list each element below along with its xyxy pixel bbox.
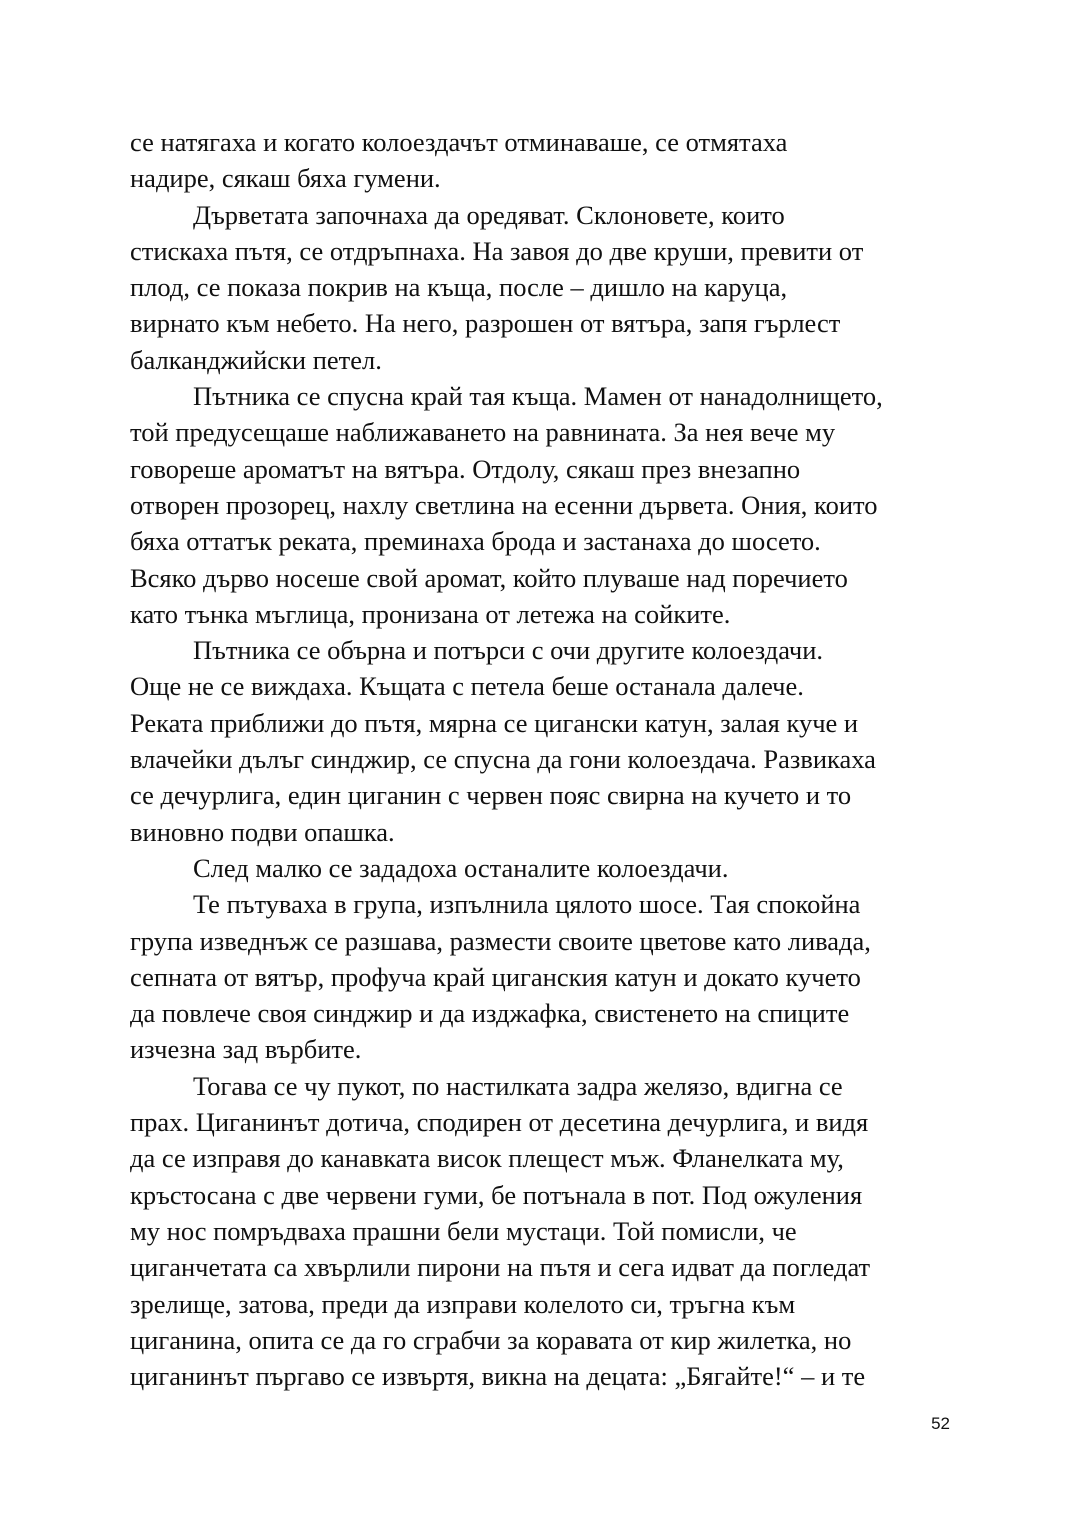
text-line: отворен прозорец, нахлу светлина на есенни дървета. Ония, които — [130, 489, 878, 520]
text-line: циганинът пъргаво се извъртя, викна на децата: „Бягайте!“ – и те — [130, 1361, 866, 1392]
text-line: Още не се виждаха. Къщата с петела беше останала далече. — [130, 671, 804, 702]
text-line: прах. Циганинът дотича, сподирен от десетина дечурлига, и видя — [130, 1107, 869, 1138]
text-line: циганина, опита се да го сграбчи за коравата от кир жилетка, но — [130, 1324, 852, 1355]
text-line: се натягаха и когато колоездачът отминаваше, се отмятаха — [130, 127, 788, 157]
text-line: плод, се показа покрив на къща, после – дишло на каруца, — [130, 272, 788, 303]
text-line: Пътника се обърна и потърси с очи другите колоездачи. — [193, 635, 824, 666]
text-line: Реката приближи до пътя, мярна се цигански катун, залая куче и — [130, 707, 859, 738]
text-line: Тогава се чу пукот, по настилката задра желязо, вдигна се — [193, 1070, 843, 1101]
text-line: му нос помръдваха прашни бели мустаци. Той помисли, че — [130, 1215, 797, 1246]
text-line: циганчетата са хвърлили пирони на пътя и сега идват да погледат — [130, 1252, 871, 1283]
text-line: сепната от вятър, профуча край циганския катун и докато кучето — [130, 961, 861, 992]
text-line: кръстосана с две червени гуми, бе потънала в пот. Под ожуления — [130, 1179, 863, 1210]
text-line: балканджийски петел. — [130, 344, 382, 375]
text-line: влачейки дълъг синджир, се спусна да гони колоездача. Развикаха — [130, 744, 876, 775]
text-line: говореше ароматът на вятъра. Отдолу, сякаш през внезапно — [130, 453, 801, 484]
text-line: надире, сякаш бяха гумени. — [130, 163, 441, 194]
text-line: Дърветата започнаха да оредяват. Склоновете, които — [193, 199, 785, 230]
text-line: изчезна зад върбите. — [130, 1034, 362, 1065]
text-line: зрелище, затова, преди да изправи колелото си, тръгна към — [130, 1288, 796, 1319]
text-line: стискаха пътя, се отдръпнаха. На завоя до две круши, превити от — [130, 235, 864, 266]
body-text — [130, 124, 960, 1394]
text-line: След малко се зададоха останалите колоездачи. — [193, 852, 729, 883]
text-line: Пътника се спусна край тая къща. Мамен от нанадолнището, — [193, 381, 883, 412]
text-line: вирнато към небето. На него, разрошен от вятъра, запя гърлест — [130, 308, 841, 339]
text-line: той предусещаше наближаването на равнината. За нея вече му — [130, 417, 836, 448]
text-line: виновно подви опашка. — [130, 816, 395, 847]
text-line: Всяко дърво носеше свой аромат, който плуваше над поречието — [130, 562, 848, 593]
text-line: да се изправя до канавката висок плещест мъж. Фланелката му, — [130, 1143, 844, 1174]
text-line: да повлече своя синджир и да изджафка, свистенето на спиците — [130, 998, 850, 1029]
text-line: като тънка мъглица, пронизана от летежа на сойките. — [130, 598, 731, 629]
page-number: 52 — [931, 1414, 950, 1433]
text-line: Те пътуваха в група, изпълнила цялото шосе. Тая спокойна — [193, 889, 861, 920]
text-line: се дечурлига, един циганин с червен пояс свирна на кучето и то — [130, 780, 852, 811]
text-line: група изведнъж се разшава, размести своите цветове като ливада, — [130, 925, 871, 956]
text-line: бяха оттатък реката, преминаха брода и застанаха до шосето. — [130, 526, 821, 557]
